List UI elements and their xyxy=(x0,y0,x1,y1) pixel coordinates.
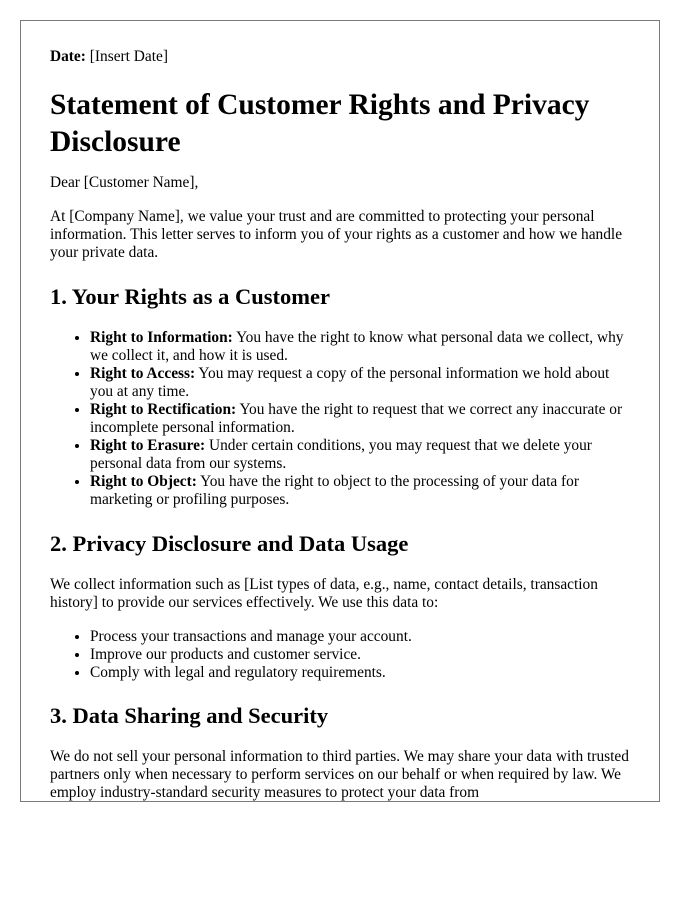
sharing-paragraph: We do not sell your personal information to third parties. We may share your data with trusted partners only when necessary to perform services on our behalf or when required by law. We employ industry-standard security measures to protect your data from xyxy=(50,748,629,801)
usage-list xyxy=(50,628,636,682)
right-text: You have the right to object to the processing of your data for marketing or profiling purposes. xyxy=(90,473,579,508)
date-value: [Insert Date] xyxy=(89,48,168,65)
right-text: You have the right to request that we correct any inaccurate or incomplete personal information. xyxy=(90,401,623,436)
section-heading-rights: 1. Your Rights as a Customer xyxy=(50,284,331,309)
list-item xyxy=(90,401,636,437)
privacy-paragraph: We collect information such as [List types of data, e.g., name, contact details, transaction history] to provide our services effectively. We use this data to: xyxy=(50,576,598,611)
list-item: • Comply with legal and regulatory requirements. xyxy=(90,664,636,682)
right-term: Right to Rectification: xyxy=(90,401,237,418)
letter-title: Statement of Customer Rights and Privacy Disclosure xyxy=(50,89,590,158)
right-term: Right to Object: xyxy=(90,473,197,490)
list-item xyxy=(90,473,636,509)
list-item xyxy=(90,329,636,365)
letter-content xyxy=(50,48,636,802)
letter-page xyxy=(20,20,660,802)
date-line xyxy=(50,48,636,68)
list-item xyxy=(90,437,636,473)
right-text: You may request a copy of the personal information we hold about you at any time. xyxy=(90,365,610,400)
list-item xyxy=(90,365,636,401)
salutation: Dear [Customer Name], xyxy=(50,174,199,191)
section-heading-sharing: 3. Data Sharing and Security xyxy=(50,703,329,728)
right-text: You have the right to know what personal data we collect, why we collect it, and how it is used. xyxy=(90,329,624,364)
date-label: Date: xyxy=(50,48,86,65)
rights-list xyxy=(50,329,636,509)
section-heading-privacy: 2. Privacy Disclosure and Data Usage xyxy=(50,531,409,556)
right-term: Right to Information: xyxy=(90,329,233,346)
right-term: Right to Access: xyxy=(90,365,196,382)
list-item: • Process your transactions and manage your account. xyxy=(90,628,636,646)
right-term: Right to Erasure: xyxy=(90,437,206,454)
list-item: • Improve our products and customer service. xyxy=(90,646,636,664)
right-text: Under certain conditions, you may request that we delete your personal data from our systems. xyxy=(90,437,592,472)
intro-paragraph: At [Company Name], we value your trust and are committed to protecting your personal information. This letter serves to inform you of your rights as a customer and how we handle your private data. xyxy=(50,208,623,261)
